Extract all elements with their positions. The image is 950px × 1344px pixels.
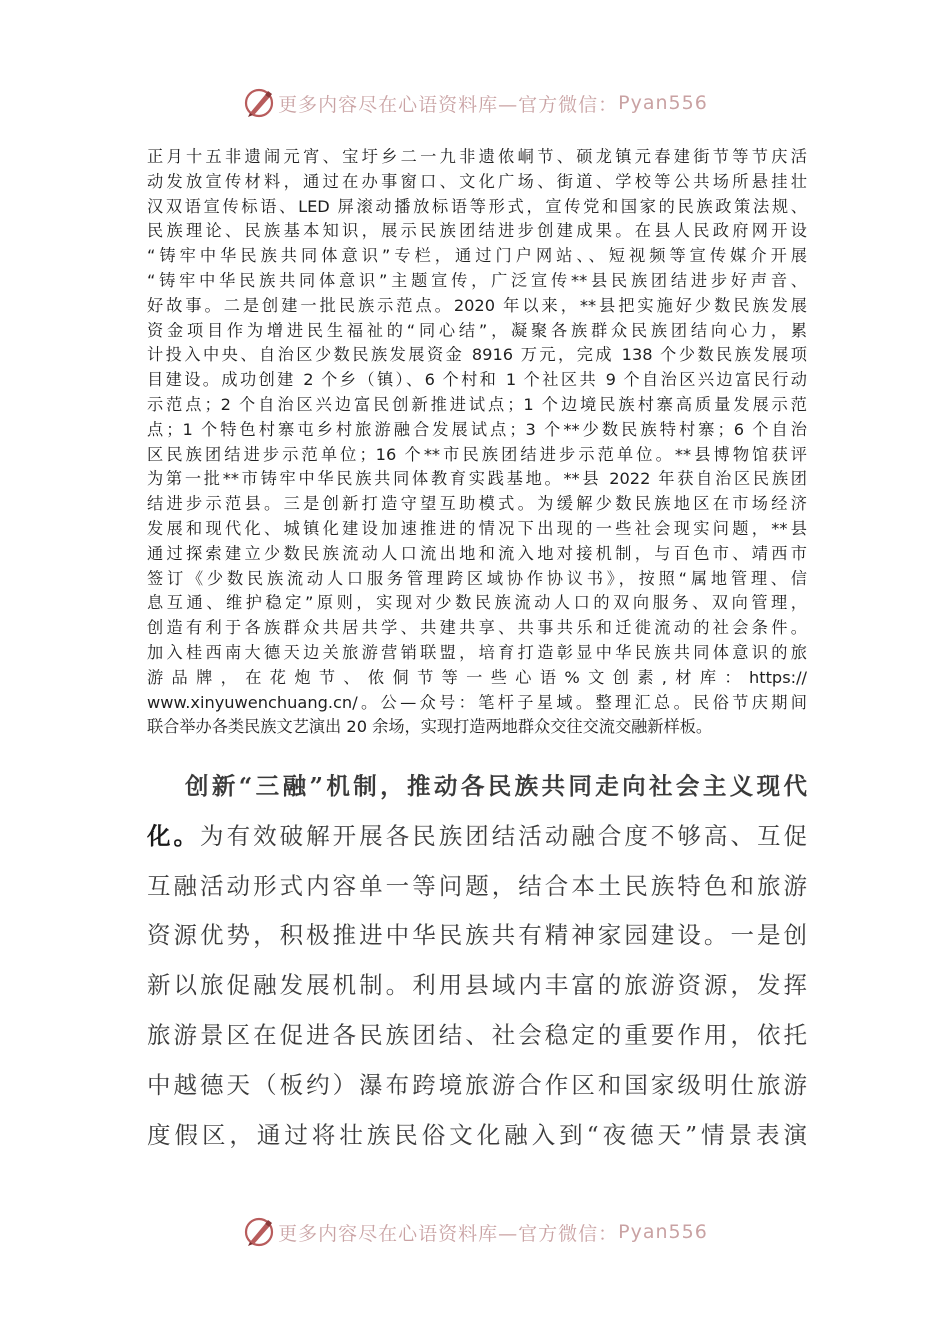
text-line: 新以旅促融发展机制。利用县域内丰富的旅游资源，发挥 (147, 971, 807, 1000)
pen-logo-icon (242, 86, 276, 120)
banner-wechat-id: Pyan556 (618, 92, 708, 114)
header-banner (0, 83, 950, 123)
pen-logo-icon (242, 1215, 276, 1249)
text-line: 计投入中央、自治区少数民族发展资金 8916 万元，完成 138 个少数民族发展项 (147, 345, 807, 365)
text-line: 中越德天（板约）瀑布跨境旅游合作区和国家级明仕旅游 (147, 1070, 807, 1099)
text-line: 加入桂西南大德天边关旅游营销联盟，培育打造彰显中华民族共同体意识的旅 (147, 642, 807, 662)
text-line: 区民族团结进步示范单位；16 个**市民族团结进步示范单位。**县博物馆获评 (147, 444, 807, 464)
text-line: 为第一批**市铸牢中华民族共同体教育实践基地。**县 2022 年获自治区民族团 (147, 469, 807, 489)
banner-text: 更多内容尽在心语资料库—官方微信： (278, 93, 619, 116)
text-line: 发展和现代化、城镇化建设加速推进的情况下出现的一些社会现实问题，**县 (147, 518, 807, 538)
text-line: 结进步示范县。三是创新打造守望互助模式。为缓解少数民族地区在市场经济 (147, 494, 807, 514)
text-line (147, 812, 807, 862)
text-line: 好故事。二是创建一批民族示范点。2020 年以来，**县把实施好少数民族发展 (147, 295, 807, 315)
text-line: 正月十五非遗闹元宵、宝圩乡二一九非遗侬峒节、硕龙镇元春建街节等节庆活 (147, 147, 807, 166)
text-line: 动发放宣传材料，通过在办事窗口、文化广场、街道、学校等公共场所悬挂壮 (147, 171, 807, 191)
paragraph-large (147, 762, 807, 1160)
text-line: 资金项目作为增进民生福祉的“同心结”，凝聚各族群众民族团结向心力，累 (147, 320, 807, 340)
text-line: “铸牢中华民族共同体意识”主题宣传，广泛宣传**县民族团结进步好声音、 (147, 270, 807, 290)
text-line-rest: 为有效破解开展各民族团结活动融合度不够高、互促 (200, 821, 807, 850)
text-line: 通过探索建立少数民族流动人口流出地和流入地对接机制，与百色市、靖西市 (147, 543, 807, 563)
banner-wechat-id: Pyan556 (618, 1221, 708, 1243)
text-line: www.xinyuwenchuang.cn/。公—众号：笔杆子星域。整理汇总。民俗节庆期间 (147, 692, 807, 712)
section-heading: 创新“三融”机制，推动各民族共同走向社会主义现代 (185, 772, 807, 800)
text-line: 联合举办各类民族文艺演出 20 余场，实现打造两地群众交往交流交融新样板。 (147, 717, 713, 737)
footer-banner (0, 1212, 950, 1252)
text-line: 示范点；2 个自治区兴边富民创新推进试点；1 个边境民族村寨高质量发展示范 (147, 394, 807, 414)
text-line: 目建设。成功创建 2 个乡（镇）、6 个村和 1 个社区共 9 个自治区兴边富民行动 (147, 370, 807, 390)
text-line: 息互通、维护稳定”原则，实现对少数民族流动人口的双向服务、双向管理， (147, 593, 807, 613)
text-line: 汉双语宣传标语、LED 屏滚动播放标语等形式，宣传党和国家的民族政策法规、 (147, 196, 807, 216)
text-line: 资源优势，积极推进中华民族共有精神家园建设。一是创 (147, 921, 807, 950)
paragraph-small (147, 145, 807, 740)
text-line: 旅游景区在促进各民族团结、社会稳定的重要作用，依托 (147, 1020, 807, 1049)
text-line: “铸牢中华民族共同体意识”专栏，通过门户网站、、短视频等宣传媒介开展 (147, 246, 807, 266)
text-line: 度假区，通过将壮族民俗文化融入到“夜德天”情景表演 (147, 1120, 807, 1149)
text-line: 创造有利于各族群众共居共学、共建共享、共事共乐和迁徙流动的社会条件。 (147, 618, 807, 638)
text-line: 互融活动形式内容单一等问题，结合本土民族特色和旅游 (147, 871, 807, 900)
banner-text: 更多内容尽在心语资料库—官方微信： (278, 1222, 619, 1245)
text-line: 签订《少数民族流动人口服务管理跨区域协作协议书》，按照“属地管理、信 (147, 568, 807, 588)
section-heading-end: 化。 (147, 821, 201, 850)
text-line: 游品牌，在花炮节、侬侗节等一些心语%文创素,材库：https:// (147, 667, 807, 687)
text-line: 民族理论、民族基本知识，展示民族团结进步创建成果。在县人民政府网开设 (147, 221, 807, 241)
text-line: 点；1 个特色村寨屯乡村旅游融合发展试点；3 个**少数民族特村寨；6 个自治 (147, 419, 807, 439)
